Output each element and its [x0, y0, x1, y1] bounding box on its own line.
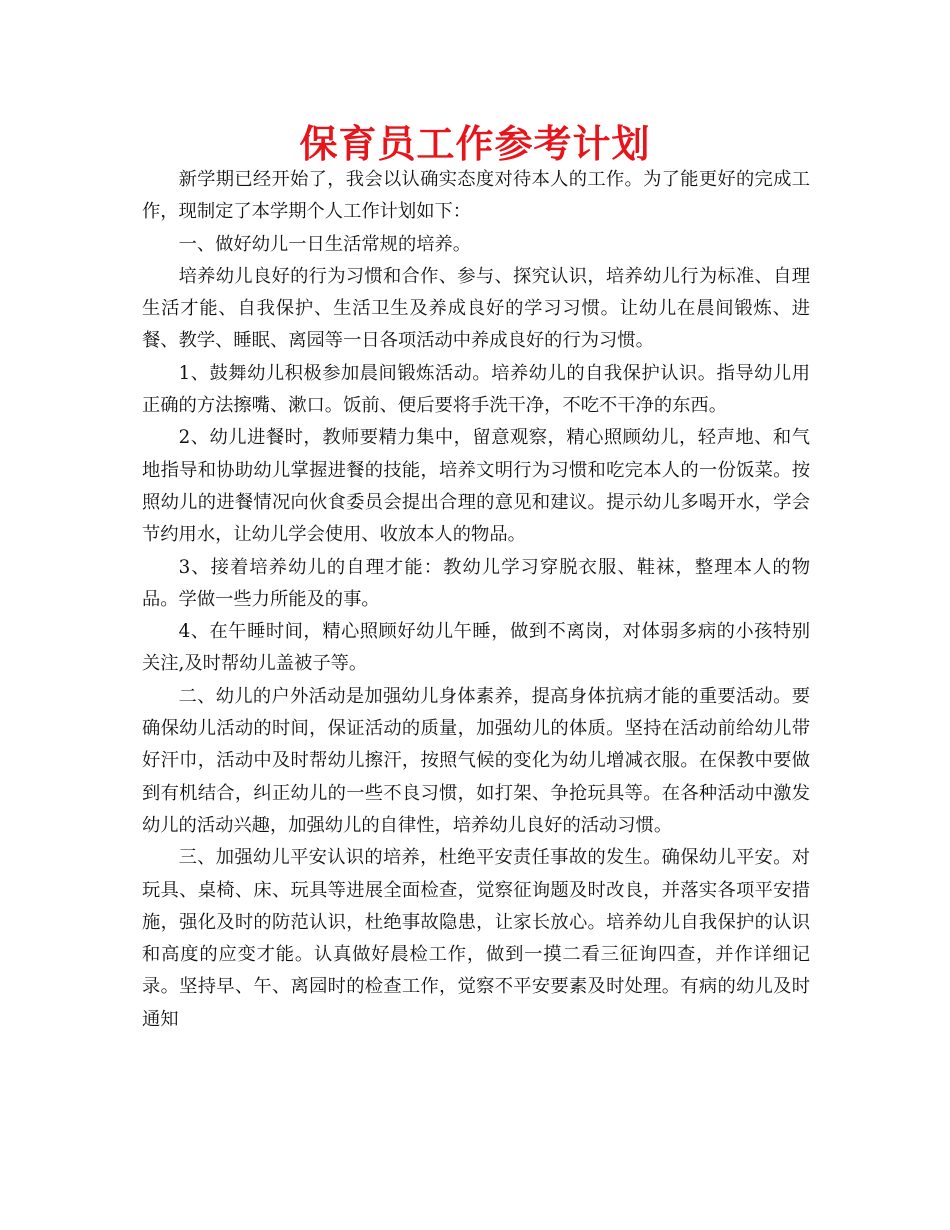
paragraph-section-1-heading: 一、做好幼儿一日生活常规的培养。 — [178, 233, 472, 255]
paragraph-section-3: 三、加强幼儿平安认识的培养，杜绝平安责任事故的发生。确保幼儿平安。对玩具、桌椅、床、玩具等进展全面检查，觉察征询题及时改良，并落实各项平安措施，强化及时的防范认识，杜绝事故隐患，让家长放心。培养幼儿自我保护的认识和高度的应变才能。认真做好晨检工作，做到一摸二看三征询四查，并作详细记录。坚持早、午、离园时的检查工作，觉察不平安要素及时处理。有病的幼儿及时通知 — [142, 847, 810, 1030]
document-body — [142, 164, 810, 1036]
paragraph-section-2: 二、幼儿的户外活动是加强幼儿身体素养，提高身体抗病才能的重要活动。要确保幼儿活动的时间，保证活动的质量，加强幼儿的体质。坚持在活动前给幼儿带好汗巾，活动中及时帮幼儿擦汗，按照气候的变化为幼儿增减衣服。在保教中要做到有机结合，纠正幼儿的一些不良习惯，如打架、争抢玩具等。在各种活动中激发幼儿的活动兴趣，加强幼儿的自律性，培养幼儿良好的活动习惯。 — [142, 685, 810, 836]
paragraph-item-1: 1、鼓舞幼儿积极参加晨间锻炼活动。培养幼儿的自我保护认识。指导幼儿用正确的方法擦嘴、漱口。饭前、便后要将手洗干净，不吃不干净的东西。 — [142, 362, 810, 417]
paragraph-intro: 新学期已经开始了，我会以认确实态度对待本人的工作。为了能更好的完成工作，现制定了本学期个人工作计划如下： — [142, 169, 810, 223]
paragraph-section-1-body: 培养幼儿良好的行为习惯和合作、参与、探究认识，培养幼儿行为标准、自理生活才能、自我保护、生活卫生及养成良好的学习习惯。让幼儿在晨间锻炼、进餐、教学、睡眠、离园等一日各项活动中养成良好的行为习惯。 — [142, 265, 810, 352]
document-title: 保育员工作参考计划 — [299, 122, 651, 166]
paragraph-item-2: 2、幼儿进餐时，教师要精力集中，留意观察，精心照顾幼儿，轻声地、和气地指导和协助幼儿掌握进餐的技能，培养文明行为习惯和吃完本人的一份饭菜。按照幼儿的进餐情况向伙食委员会提出合理的意见和建议。提示幼儿多喝开水，学会节约用水，让幼儿学会使用、收放本人的物品。 — [142, 427, 810, 546]
paragraph-item-3: 3、接着培养幼儿的自理才能：教幼儿学习穿脱衣服、鞋袜，整理本人的物品。学做一些力所能及的事。 — [142, 556, 810, 610]
paragraph-item-4: 4、在午睡时间，精心照顾好幼儿午睡，做到不离岗，对体弱多病的小孩特别关注,及时帮幼儿盖被子等。 — [142, 621, 810, 675]
